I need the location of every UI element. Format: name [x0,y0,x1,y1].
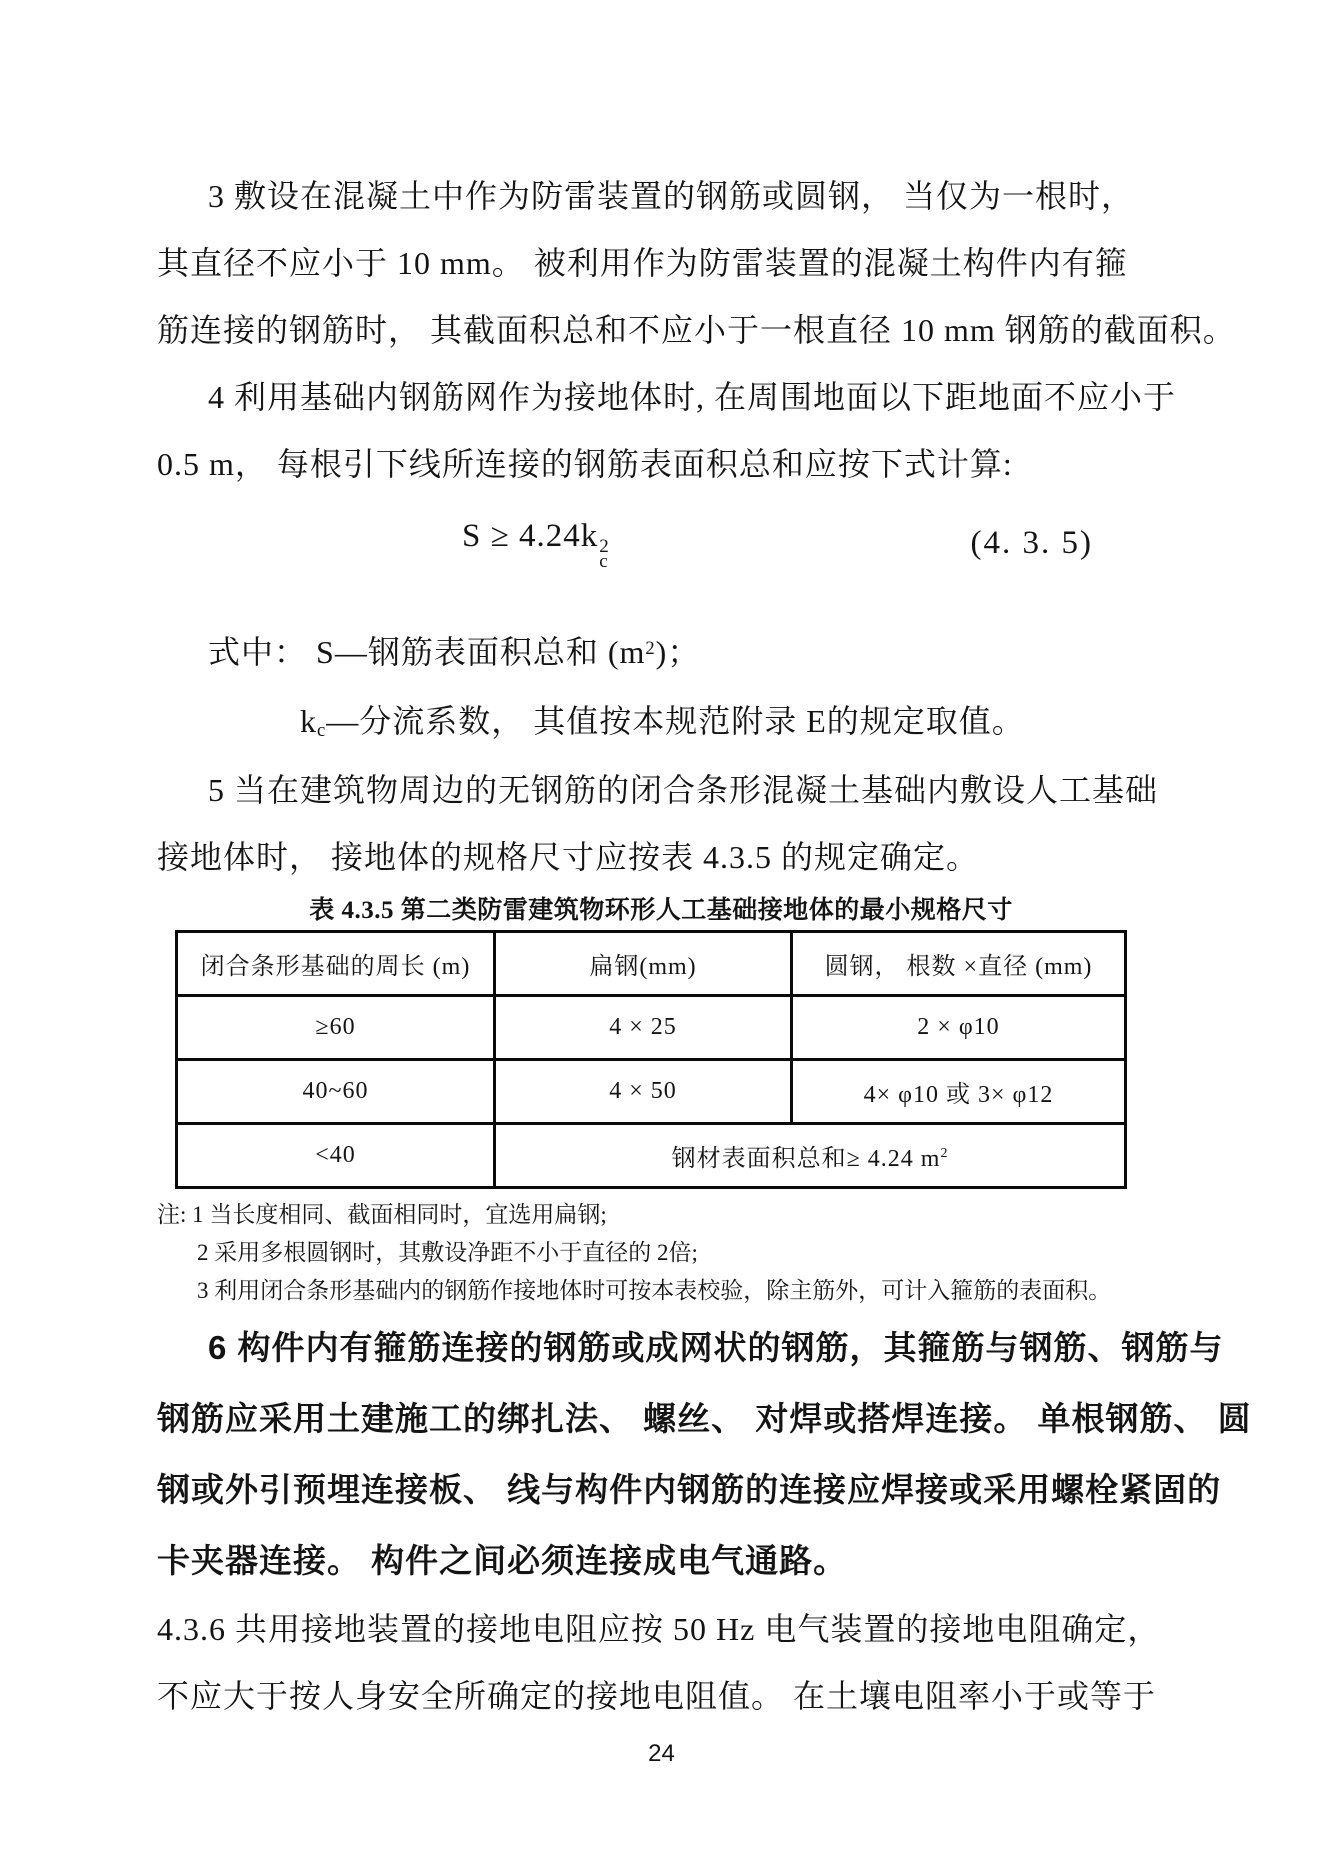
note-line-2: 2 采用多根圆钢时，其敷设净距不小于直径的 2倍; [197,1240,698,1265]
paragraph-3-line-3: 筋连接的钢筋时， 其截面积总和不应小于一根直径 10 mm 钢筋的截面积。 [157,312,1236,348]
spec-table [175,930,1127,1189]
paragraph-4-3-6-line-2: 不应大于按人身安全所确定的接地电阻值。 在土壤电阻率小于或等于 [157,1678,1157,1714]
paragraph-5-line-2: 接地体时， 接地体的规格尺寸应按表 4.3.5 的规定确定。 [157,839,980,875]
table-header-flat-steel: 扁钢(mm) [495,932,792,996]
paragraph-5-line-1: 5 当在建筑物周边的无钢筋的闭合条形混凝土基础内敷设人工基础 [208,772,1159,808]
page-number: 24 [648,1740,675,1767]
table-cell: <40 [177,1124,495,1188]
paragraph-3-line-1: 3 敷设在混凝土中作为防雷装置的钢筋或圆钢， 当仅为一根时， [208,178,1135,214]
table-cell: 4 × 25 [495,996,792,1060]
equation-expression: S ≥ 4.24k 2 c [462,517,610,572]
table-notes [157,1196,1165,1310]
formula-legend [157,613,1165,757]
table-row [177,1124,1126,1188]
paragraph-6 [157,1312,1252,1596]
paragraph-4-line-1: 4 利用基础内钢筋网作为接地体时, 在周围地面以下距地面不应小于 [208,379,1177,415]
legend-s-line: 式中： S—钢筋表面积总和 $(m^2)$； [208,634,701,670]
equation-row [157,498,1165,588]
paragraph-3-line-2: 其直径不应小于 10 mm。 被利用作为防雷装置的混凝土构件内有箍 [157,245,1128,281]
table-cell: 2 × φ10 [792,996,1126,1060]
table-title: 表 4.3.5 第二类防雷建筑物环形人工基础接地体的最小规格尺寸 [309,897,1013,924]
table-row [177,1060,1126,1124]
table-cell: 40~60 [177,1060,495,1124]
table-cell: 4 × 50 [495,1060,792,1124]
table-row [177,996,1126,1060]
legend-kc-line: $k_c—$分流系数， 其值按本规范附录 E的规定取值。 [300,703,1025,741]
note-line-3: 3 利用闭合条形基础内的钢筋作接地体时可按本表校验，除主筋外，可计入箍筋的表面积。 [197,1278,1112,1303]
paragraph-6-line-1: 6 构件内有箍筋连接的钢筋或成网状的钢筋，其箍筋与钢筋、钢筋与 [208,1329,1224,1366]
table-cell-merged: 钢材表面积总和≥ 4.24 $m^2$ [495,1124,1126,1188]
equation-number: (4. 3. 5) [970,524,1093,561]
note-line-1: 注: 1 当长度相同、截面相同时，宜选用扁钢; [157,1202,607,1227]
page-body [157,163,1252,1730]
equation-sub-sup: 2 c [599,535,610,572]
paragraph-6-line-2: 钢筋应采用土建施工的绑扎法、 螺丝、 对焊或搭焊连接。 单根钢筋、 圆 [157,1400,1252,1437]
table-header-row [177,932,1126,996]
paragraph-4-line-2: 0.5 m， 每根引下线所连接的钢筋表面积总和应按下式计算: [157,446,1013,482]
table-cell: 4× φ10 或 3× φ12 [792,1060,1126,1124]
table-header-round-steel: 圆钢， 根数 ×直径 (mm) [792,932,1126,996]
paragraph-4-3-6-line-1: 4.3.6 共用接地装置的接地电阻应按 50 Hz 电气装置的接地电阻确定， [157,1611,1161,1647]
paragraph-6-line-3: 钢或外引预埋连接板、 线与构件内钢筋的连接应焊接或采用螺栓紧固的 [157,1471,1222,1508]
table-header-perimeter: 闭合条形基础的周长 (m) [177,932,495,996]
table-cell: ≥60 [177,996,495,1060]
paragraph-6-line-4: 卡夹器连接。 构件之间必须连接成电气通路。 [157,1542,848,1579]
